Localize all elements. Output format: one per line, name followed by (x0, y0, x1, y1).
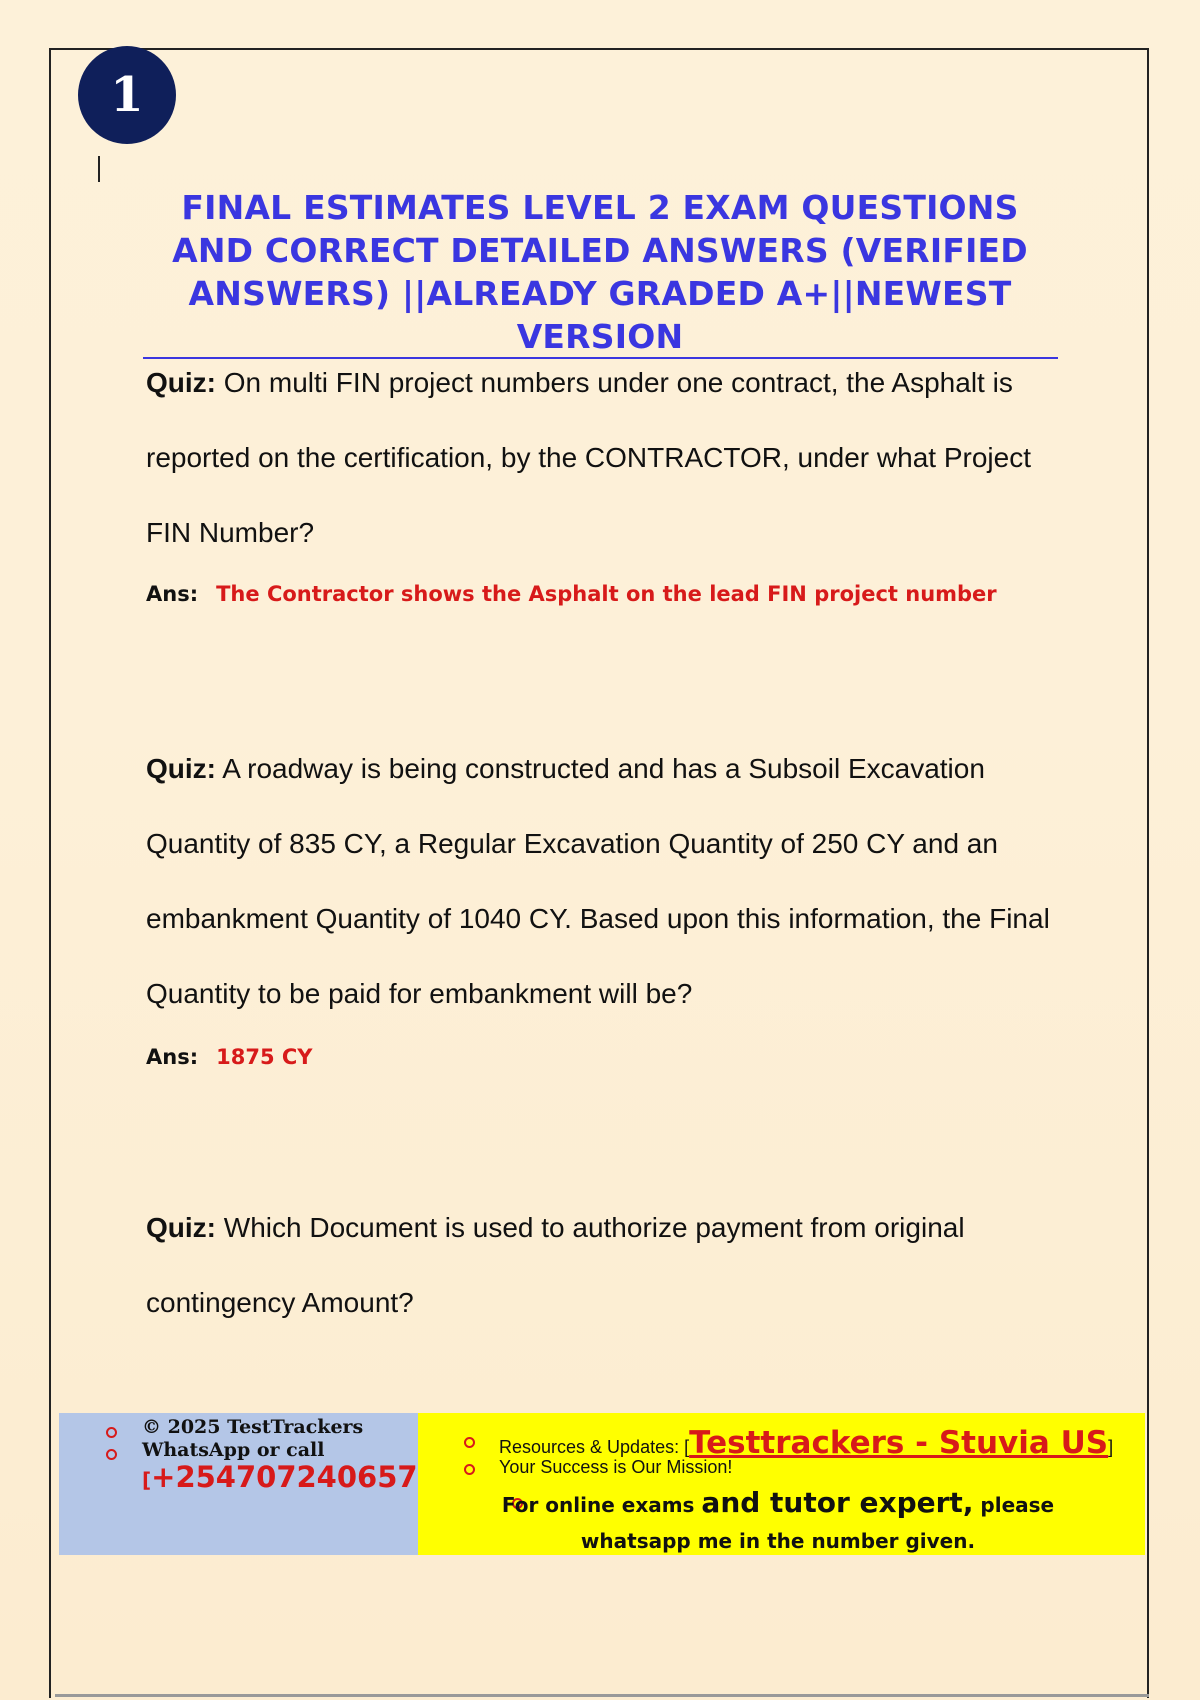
question-body: Which Document is used to authorize payment from original contingency Amount? (146, 1212, 965, 1318)
footer-resources-panel (418, 1413, 1145, 1555)
quiz-label: Quiz: (146, 1212, 216, 1243)
mission-text: Your Success is Our Mission! (499, 1457, 733, 1477)
document-title: FINAL ESTIMATES LEVEL 2 EXAM QUESTIONS AND CORRECT DETAILED ANSWERS (VERIFIED ANSWERS) ||ALREADY GRADED A+||NEWEST VERSION (172, 188, 1028, 356)
phone-number[interactable]: [+254707240657 (142, 1460, 429, 1494)
resources-line: Resources & Updates: [Testtrackers - Stuvia US] (499, 1425, 1114, 1461)
page-bottom-divider (55, 1694, 1149, 1697)
quiz-block-2 (146, 731, 1076, 1069)
page-number-badge: 1 (78, 46, 176, 144)
ans-label: Ans: (146, 582, 199, 606)
copyright-text: © 2025 TestTrackers (142, 1416, 364, 1438)
quiz-label: Quiz: (146, 367, 216, 398)
answer-text: The Contractor shows the Asphalt on the lead FIN project number (216, 582, 997, 606)
bullet-icon (106, 1449, 117, 1460)
question-body: A roadway is being constructed and has a Subsoil Excavation Quantity of 835 CY, a Regular Excavation Quantity of 250 CY and an embankment Quantity of 1040 CY. Based upon this information, the Final Quantity to be paid for embankment will be? (146, 753, 1050, 1009)
question-body: On multi FIN project numbers under one contract, the Asphalt is reported on the certification, by the CONTRACTOR, under what Project FIN Number? (146, 367, 1031, 548)
resources-label: Resources & Updates: (499, 1437, 680, 1457)
quiz-label: Quiz: (146, 753, 216, 784)
text-cursor (98, 156, 100, 182)
quiz-block-1 (146, 345, 1076, 606)
question-text (146, 345, 1076, 570)
contact-label: WhatsApp or call (142, 1439, 325, 1461)
question-text (146, 1190, 1076, 1340)
answer-text: 1875 CY (216, 1045, 313, 1069)
answer-line (146, 1045, 1076, 1069)
ans-label: Ans: (146, 1045, 199, 1069)
bullet-icon (106, 1427, 117, 1438)
answer-line (146, 582, 1076, 606)
bullet-icon (464, 1437, 475, 1448)
promo-text: For online exams and tutor expert, please whatsapp me in the number given. (501, 1486, 1055, 1553)
quiz-block-3 (146, 1190, 1076, 1340)
footer-contact-panel (59, 1413, 418, 1555)
bullet-icon (464, 1464, 475, 1475)
question-text (146, 731, 1076, 1031)
brand-link[interactable]: Testtrackers - Stuvia US (689, 1425, 1109, 1461)
